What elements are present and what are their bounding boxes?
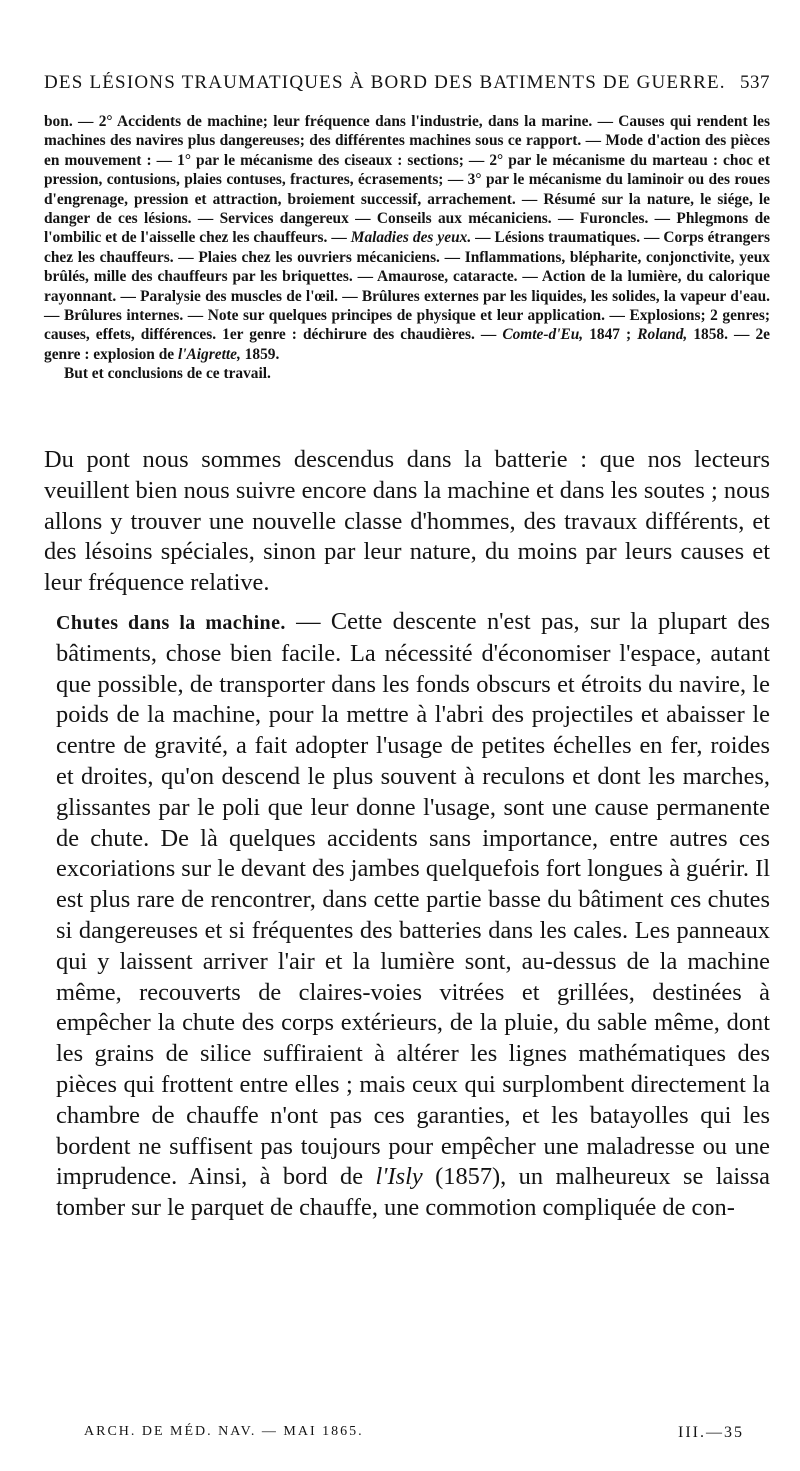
section-heading: Chutes dans la machine. xyxy=(56,611,286,634)
journal-reference: ARCH. DE MÉD. NAV. — MAI 1865. xyxy=(84,1424,364,1439)
page-number: 537 xyxy=(740,72,770,93)
page-footer xyxy=(84,1424,744,1446)
paragraph-1: Du pont nous sommes descendus dans la batterie : que nos lecteurs veuillent bien nous suivre encore dans la machine et dans les soutes ; nous allons y trouver une nouvelle classe d'hommes, des travaux différents, et des lésoins spéciales, sinon par leur nature, du moins par leurs causes et leur fréquence relative. xyxy=(44,446,770,597)
main-text xyxy=(44,445,770,1224)
summary-text-1: bon. — 2° Accidents de machine; leur fréquence dans l'industrie, dans la marine. — Causes qui rendent les machines des navires plus dangereuses; des différentes machines sous ce rapport. — Mode d'action des pièces en mouvement : — 1° par le mécanisme des ciseaux : sections; — 2° par le mécanisme du marteau : choc et pression, contusions, plaies contuses, fractures, écrasements; — 3° par le mécanisme du laminoir ou des roues d'engrenage, pression et attraction, broiement successif, arrachement. — Résumé sur la nature, le siége, le danger de ces lésions. — Services dangereux — Conseils aux mécaniciens. — Furoncles. — Phlegmons de l'ombilic et de l'aisselle chez les chauffeurs. — xyxy=(44,113,770,247)
summary-italic-3: Roland, xyxy=(637,326,688,344)
signature-mark: III.—35 xyxy=(678,1424,744,1441)
running-head xyxy=(44,72,770,98)
summary-text-3: 1847 ; xyxy=(589,326,632,344)
chapter-summary xyxy=(44,112,770,384)
summary-text-2: — Lésions traumatiques. — Corps étrangers chez les chauffeurs. — Plaies chez les ouvriers mécaniciens. — Inflammations, blépharite, conjonctivite, yeux brûlés, mille des chauffeurs par les briquettes. — Amaurose, cataracte. — Action de la lumière, du calorique rayonnant. — Paralysie des muscles de l'œil. — Brûlures externes par les liquides, les solides, la vapeur d'eau. — Brûlures internes. — Note sur quelques principes de physique et leur application. — Explosions; 2 genres; causes, effets, différences. 1er genre : déchirure des chaudières. — xyxy=(44,229,770,344)
summary-italic-1: Maladies des yeux. xyxy=(350,229,472,247)
summary-text-4: 1858. — 2e genre : explosion de xyxy=(44,326,770,363)
paragraph-2 xyxy=(44,607,770,1224)
summary-italic-2: Comte-d'Eu, xyxy=(502,326,584,344)
running-title: DES LÉSIONS TRAUMATIQUES À BORD DES BATIMENTS DE GUERRE. xyxy=(44,72,726,93)
ship-name: l'Isly xyxy=(375,1163,423,1191)
summary-last-line: But et conclusions de ce travail. xyxy=(64,365,271,383)
summary-text-5: 1859. xyxy=(244,345,280,363)
summary-italic-4: l'Aigrette, xyxy=(177,345,241,363)
paragraph-2-end: (1857), un malheureux se laissa tomber sur le parquet de chauffe, une commotion compliquée de con- xyxy=(56,1163,770,1222)
paragraph-2-text: — Cette descente n'est pas, sur la plupart des bâtiments, chose bien facile. La nécessité d'économiser l'espace, autant que possible, de transporter dans les fonds obscurs et étroits du navire, le poids de la machine, pour la mettre à l'abri des projectiles et abaisser le centre de gravité, a fait adopter l'usage de petites échelles en fer, roides et droites, qu'on descend le plus souvent à reculons et dont les marches, glissantes par le poli que leur donne l'usage, sont une cause permanente de chute. De là quelques accidents sans importance, entre autres ces excoriations sur le devant des jambes quelquefois fort longues à guérir. Il est plus rare de rencontrer, dans cette partie basse du bâtiment ces chutes si dangereuses et si fréquentes des batteries dans les cales. Les panneaux qui y laissent arriver l'air et la lumière sont, au-dessus de la machine même, recouverts de claires-voies vitrées et grillées, destinées à empêcher la chute des corps extérieurs, de la pluie, du sable même, dont les grains de silice suffiraient à altérer les lignes mathématiques des pièces qui frottent entre elles ; mais ceux qui surplombent directement la chambre de chauffe n'ont pas ces garanties, et les batayolles qui les bordent ne suffisent pas toujours pour empêcher une maladresse ou une imprudence. Ainsi, à bord de xyxy=(56,607,770,1191)
